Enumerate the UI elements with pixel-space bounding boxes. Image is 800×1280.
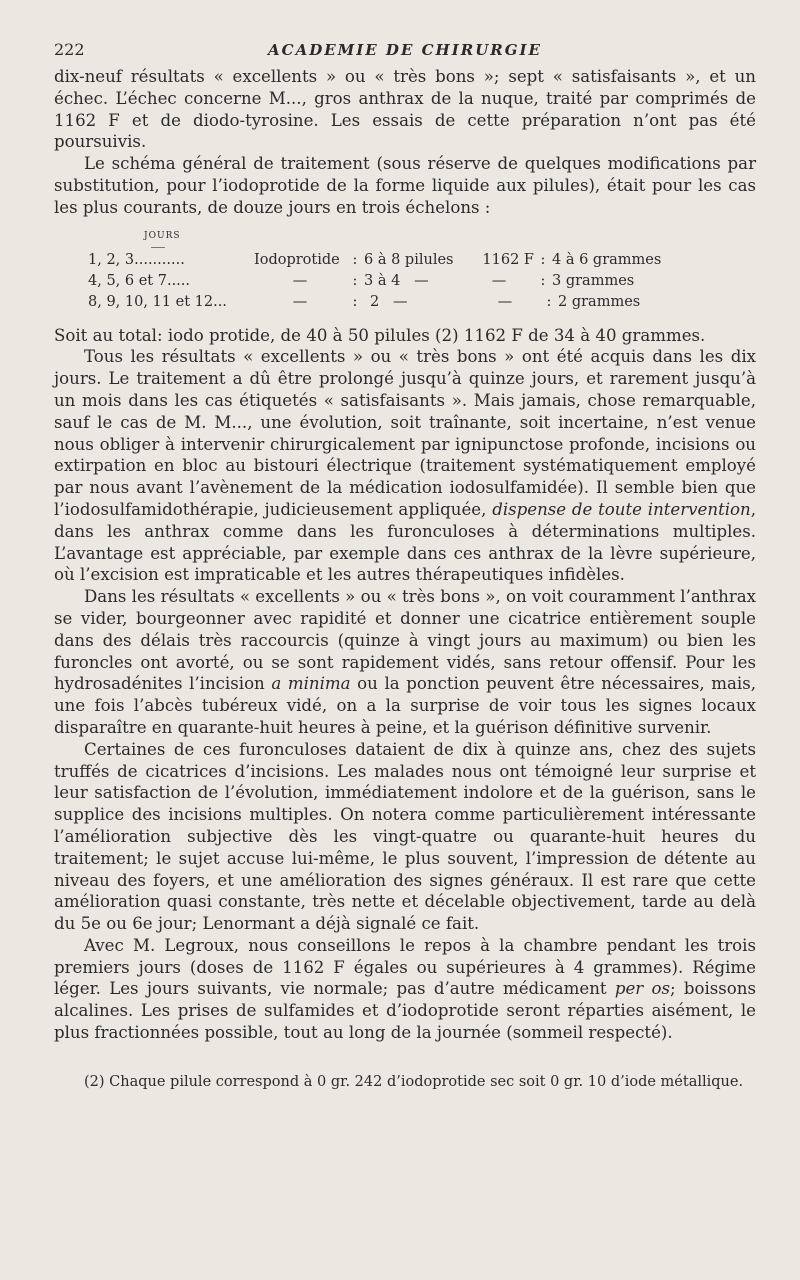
table-row: [54, 271, 756, 292]
paragraph-total: Soit au total: iodo protide, de 40 à 50 pilules (2) 1162 F de 34 à 40 grammes.: [54, 325, 706, 345]
table-divider: [151, 247, 165, 248]
cell-dose: 6 à 8 pilules: [364, 251, 454, 268]
text-run: Dans les résultats « excellents » ou « très bons », on voit couramment l’anthrax se vider, bourgeonner avec rapidité et donner une cicatrice entièrement souple dans des délais très raccourcis (quinze à vingt jours au maximum) ou bien les furoncles ont avorté, ou se sont rapidement vidés, sans retour offensif. Pour les hydrosadénites l’incision: [54, 587, 756, 694]
cell-colon: :: [352, 293, 358, 310]
paragraph-2: Le schéma général de traitement (sous réserve de quelques modifications par substitution, pour l’iodoprotide de la forme liquide aux pilules), était pour les cas les plus courants, de douze jours en trois échelons :: [54, 154, 756, 217]
text-run: , dans les anthrax comme dans les furonculoses à déterminations multiples. L’avantage est appréciable, par exemple dans ces anthrax de la lèvre supérieure, où l’excision est impraticable et les autres thérapeutiques infidèles.: [54, 499, 756, 585]
cell-colon: :: [540, 272, 546, 289]
italic-phrase: per os: [614, 979, 670, 999]
cell-days: 8, 9, 10, 11 et 12...: [88, 293, 227, 310]
cell-days: 4, 5, 6 et 7.....: [88, 272, 191, 289]
table-row: [54, 250, 756, 271]
cell-dose: 3 à 4 —: [364, 272, 429, 289]
paragraph-1: dix-neuf résultats « excellents » ou « très bons »; sept « satisfaisants », et un échec. L’échec concerne M..., gros anthrax de la nuque, traité par comprimés de 1162 F et de diodo-tyrosine. Les essais de cette préparation n’ont pas été poursuivis.: [54, 67, 756, 152]
italic-phrase: a minima: [271, 674, 351, 694]
table-head-days: JOURS: [144, 230, 181, 241]
text-run: Avec M. Legroux, nous conseillons le repos à la chambre pendant les trois premiers jours (doses de 1162 F égales ou supérieures à 4 grammes). Régime léger. Les jours suivants, vie normale; pas d’autre médicament: [54, 935, 756, 999]
table-row: [54, 292, 756, 313]
treatment-schedule-table: [54, 229, 756, 313]
cell-colon: :: [352, 272, 358, 289]
page-header: [54, 40, 756, 66]
page: [54, 40, 756, 1092]
page-number: 222: [54, 40, 85, 59]
paragraph-recommendations: [54, 935, 756, 1044]
cell-dose2: 2 grammes: [558, 293, 641, 310]
cell-product: 1162 F: [482, 251, 534, 268]
cell-colon: :: [546, 293, 552, 310]
cell-dose2: 4 à 6 grammes: [552, 251, 662, 268]
italic-phrase: dispense de toute intervention: [492, 499, 751, 519]
cell-drug: —: [292, 293, 308, 310]
cell-product: —: [491, 272, 507, 289]
text-run: ; boissons alcalines. Les prises de sulfamides et d’iodoprotide seront réparties aisément, le plus fractionnées possible, tout au long de la journée (sommeil respecté).: [54, 979, 756, 1043]
cell-colon: :: [352, 251, 358, 268]
paragraph-evolution: [54, 586, 756, 739]
footnote: (2) Chaque pilule correspond à 0 gr. 242 d’iodoprotide sec soit 0 gr. 10 d’iode métallique.: [84, 1073, 744, 1090]
cell-product: —: [497, 293, 513, 310]
cell-colon: :: [540, 251, 546, 268]
cell-dose2: 3 grammes: [552, 272, 635, 289]
running-title: ACADEMIE DE CHIRURGIE: [268, 41, 542, 59]
text-run: Tous les résultats « excellents » ou « très bons » ont été acquis dans les dix jours. Le traitement a dû être prolongé jusqu’à quinze jours, et rarement jusqu’à un mois dans les cas étiquetés « satisfaisants ». Mais jamais, chose remarquable, sauf le cas de M. M..., une évolution, soit traînante, soit incertaine, n’est venue nous obliger à intervenir chirurgicalement par ignipunctose profonde, incisions ou extirpation en bloc au bistouri électrique (traitement systématiquement employé par nous avant l’avènement de la médication iodosulfamidée). Il semble bien que l’iodosulfamidothérapie, judicieusement appliquée,: [54, 347, 756, 519]
paragraph-furonculoses: Certaines de ces furonculoses dataient de dix à quinze ans, chez des sujets truffés de cicatrices d’incisions. Les malades nous ont témoigné leur surprise et leur satisfaction de l’évolution, immédiatement indolore et de la guérison, sans le supplice des incisions multiples. On notera comme particulièrement intéressante l’amélioration subjective dès les vingt-quatre ou quarante-huit heures du traitement; le sujet accuse lui-même, le plus souvent, l’impression de détente au niveau des foyers, et une amélioration des signes généraux. Il est rare que cette amélioration quasi constante, très nette et décelable objectivement, tarde au delà du 5e ou 6e jour; Lenormant a déjà signalé ce fait.: [54, 739, 756, 934]
cell-dose: 2 —: [370, 293, 408, 310]
paragraph-results: [54, 346, 756, 586]
text-run: ou la ponction peuvent être nécessaires, mais, une fois l’abcès tubéreux vidé, on a la surprise de voir tous les signes locaux disparaître en quarante-huit heures à peine, et la guérison définitive survenir.: [54, 674, 756, 737]
cell-days: 1, 2, 3...........: [88, 251, 185, 268]
cell-drug: —: [292, 272, 308, 289]
cell-drug: Iodoprotide: [254, 251, 340, 268]
